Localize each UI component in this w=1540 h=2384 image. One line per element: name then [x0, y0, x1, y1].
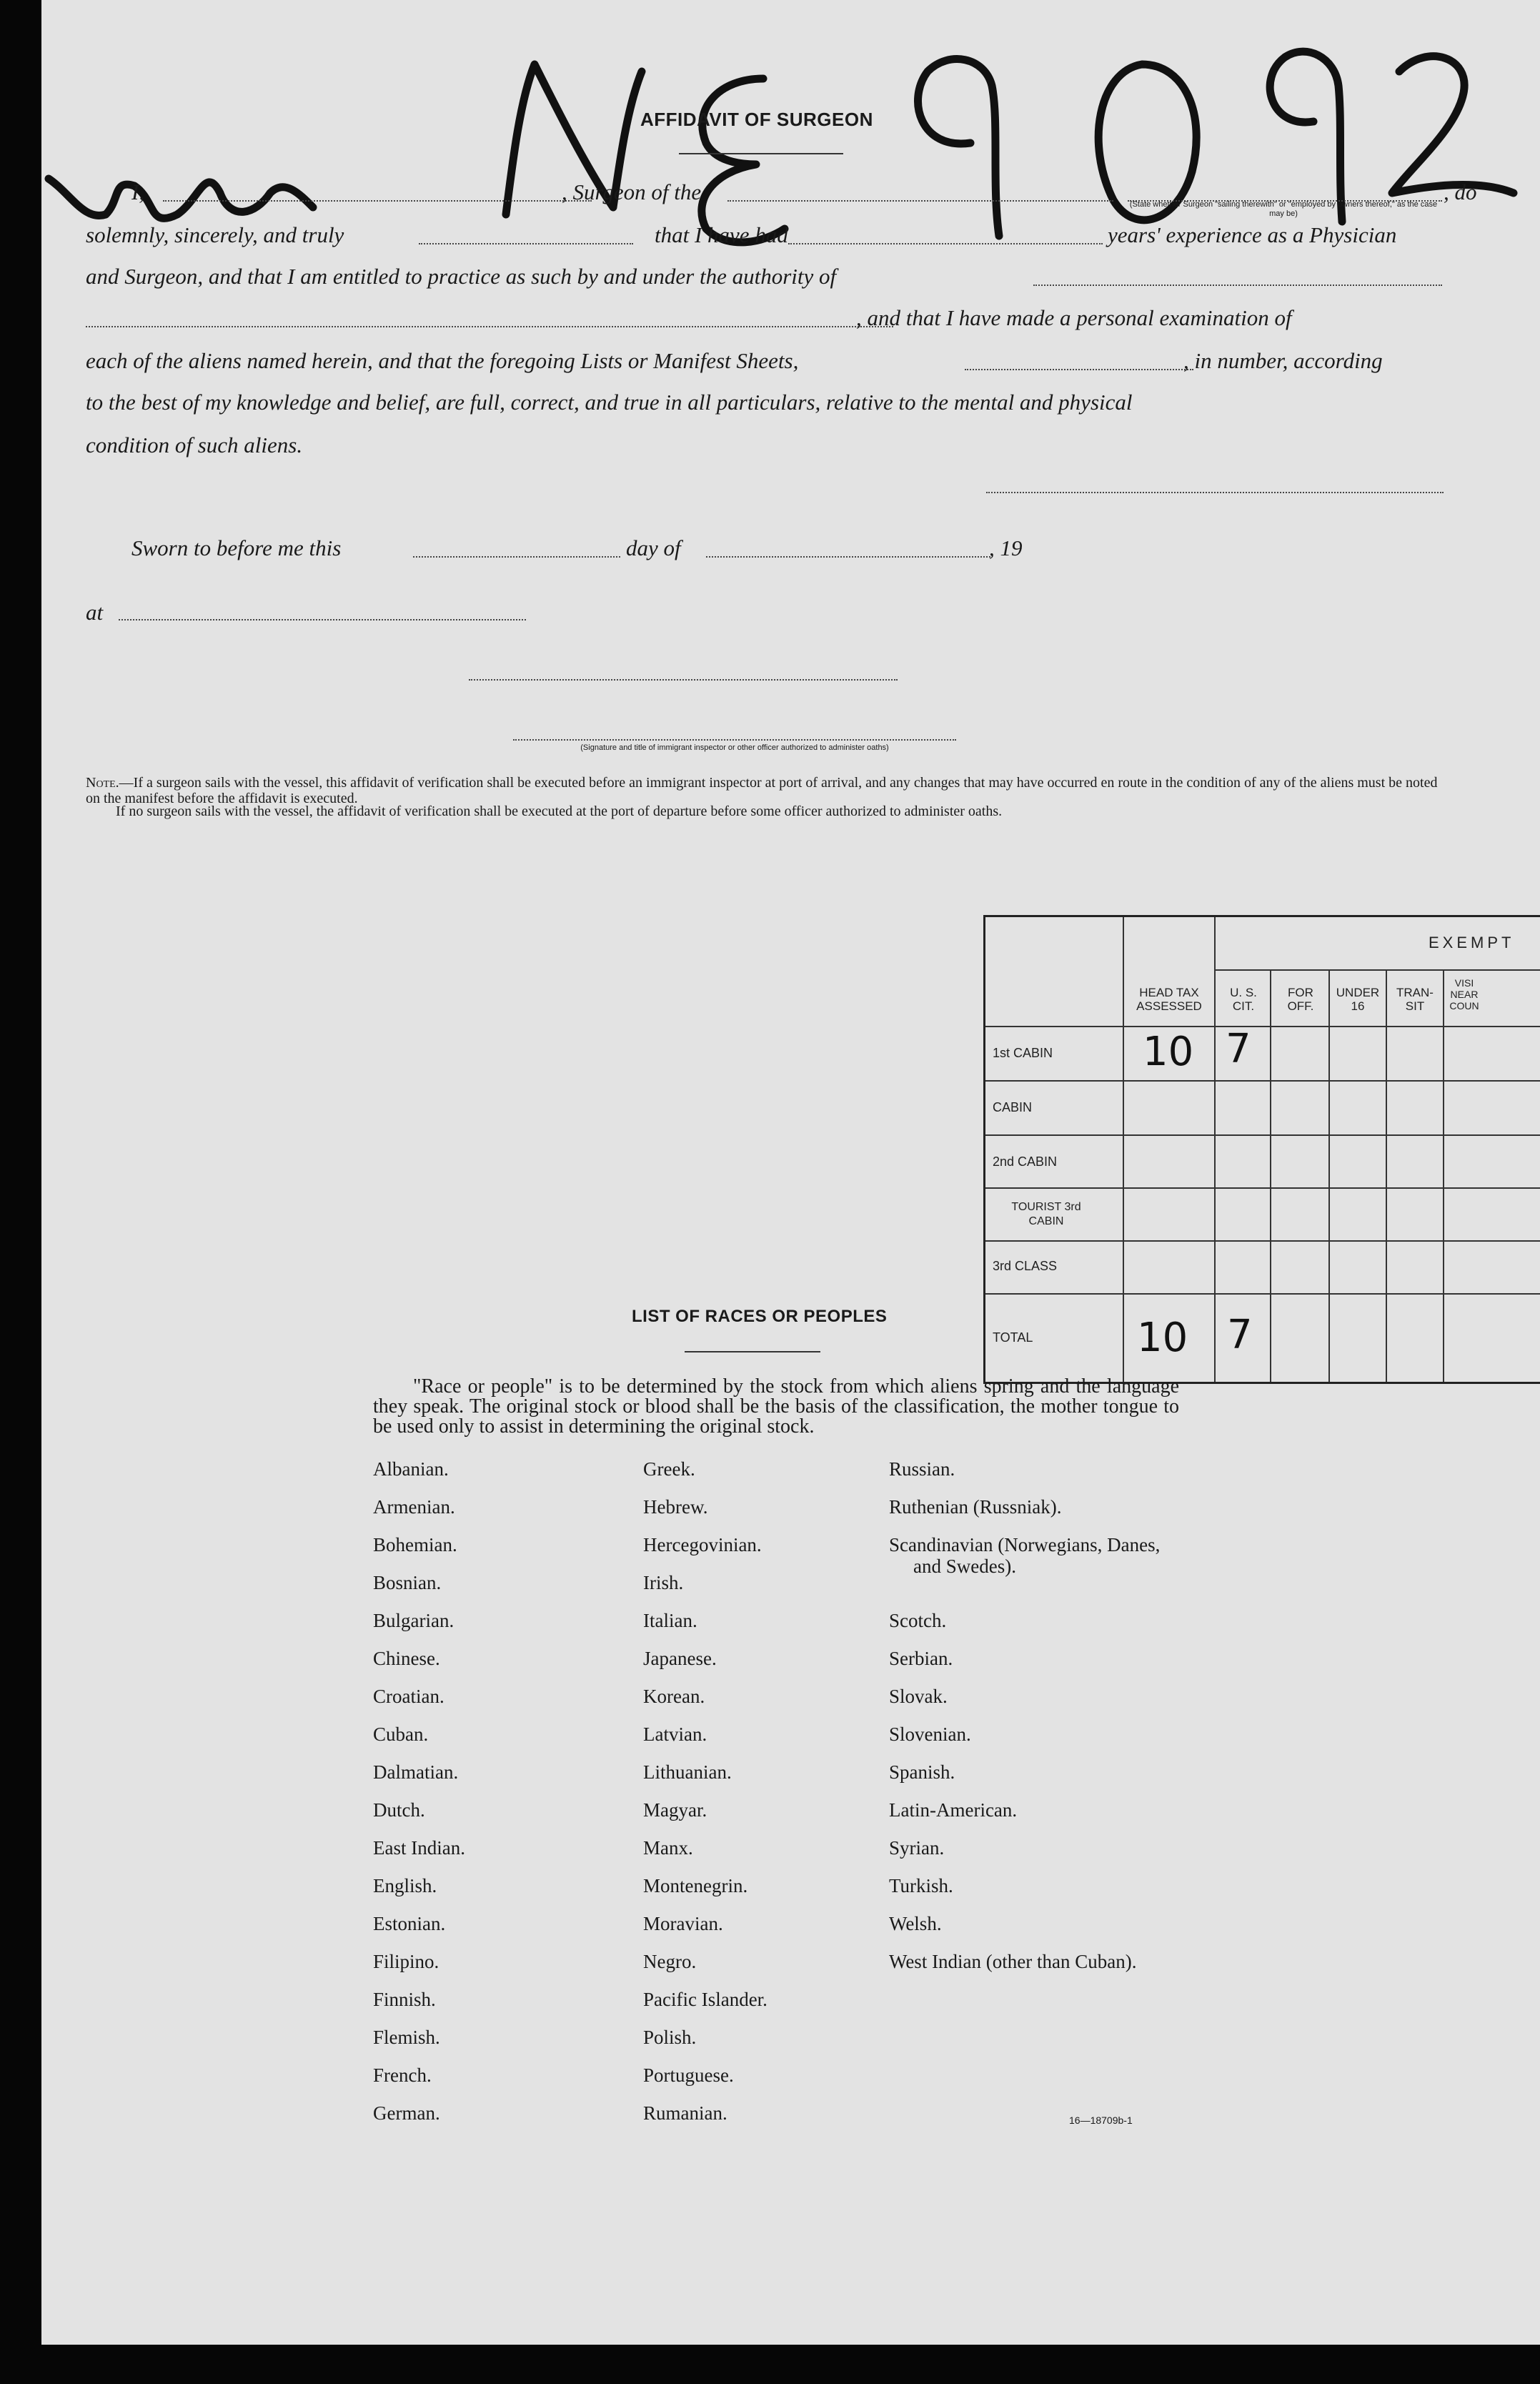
col-us-cit: U. S. CIT. — [1230, 986, 1257, 1013]
race-item: Ruthenian (Russniak). — [889, 1496, 1062, 1518]
sworn-day-field[interactable] — [413, 556, 620, 558]
race-item: Latin-American. — [889, 1799, 1018, 1821]
sworn-month-field[interactable] — [706, 556, 990, 558]
race-item: French. — [373, 2064, 432, 2086]
race-item: Greek. — [643, 1458, 695, 1480]
col-transit: TRAN- SIT — [1396, 986, 1434, 1013]
race-item: Scotch. — [889, 1610, 947, 1631]
race-item: Hebrew. — [643, 1496, 708, 1518]
sworn-before-label: Sworn to before me this — [131, 535, 342, 560]
col-under-16: UNDER 16 — [1336, 986, 1380, 1013]
affidavit-line2-b: that I have had — [655, 222, 788, 247]
place-field[interactable] — [119, 619, 526, 620]
race-item: Filipino. — [373, 1951, 439, 1972]
row-cabin: CABIN — [993, 1100, 1033, 1114]
race-item: Slovenian. — [889, 1723, 971, 1745]
row-2nd-cabin: 2nd CABIN — [993, 1154, 1058, 1169]
race-item: Irish. — [643, 1572, 684, 1593]
races-title: LIST OF RACES OR PEOPLES — [632, 1307, 888, 1326]
race-item: Italian. — [643, 1610, 697, 1631]
affidavit-note-2: If no surgeon sails with the vessel, the affidavit of verification shall be executed at the port of departure before some officer authorized to administer oaths. — [116, 803, 1003, 819]
affidavit-note-1 — [86, 775, 1449, 806]
us-cit-total: 7 — [1227, 1312, 1253, 1358]
race-item: Cuban. — [373, 1723, 429, 1745]
race-item: Portuguese. — [643, 2064, 734, 2086]
affidavit-line5-b: , in number, according — [1183, 348, 1383, 373]
document-page — [41, 0, 1540, 2345]
authority-field[interactable] — [1033, 285, 1442, 286]
form-number: 16—18709b-1 — [1069, 2115, 1133, 2126]
affidavit-line2-c: years' experience as a Physician — [1108, 222, 1397, 247]
note-text-1: —If a surgeon sails with the vessel, this affidavit of verification shall be executed before an immigrant inspector at port of arrival, and any changes that may have occurred en route in the condition of any of the aliens must be noted on the manifest before the affidavit is executed. — [86, 775, 1438, 806]
race-item: Pacific Islander. — [643, 1989, 767, 2010]
exempt-group-header: EXEMPT — [1429, 934, 1515, 951]
us-cit-1st-cabin: 7 — [1226, 1026, 1251, 1072]
race-item: Japanese. — [643, 1648, 717, 1669]
race-item: Scandinavian (Norwegians, Danes, and Swedes). — [889, 1534, 1161, 1577]
year-prefix: , 19 — [989, 535, 1023, 560]
head-tax-1st-cabin: 10 — [1143, 1029, 1194, 1075]
affidavit-line2-a: solemnly, sincerely, and truly — [86, 222, 344, 247]
race-item: Polish. — [643, 2027, 697, 2048]
race-item: Hercegovinian. — [643, 1534, 762, 1555]
race-item: Spanish. — [889, 1761, 955, 1783]
race-item: Syrian. — [889, 1837, 945, 1859]
note-label: Note. — [86, 775, 119, 791]
race-item: Welsh. — [889, 1913, 942, 1934]
race-item: Latvian. — [643, 1723, 707, 1745]
race-item: Serbian. — [889, 1648, 953, 1669]
race-item: East Indian. — [373, 1837, 465, 1859]
affidavit-line7: condition of such aliens. — [86, 432, 303, 457]
race-item: Dutch. — [373, 1799, 425, 1821]
affidavit-line1-surgeon-of: , Surgeon of the — [562, 179, 702, 204]
race-item: English. — [373, 1875, 437, 1896]
head-tax-table — [983, 915, 1540, 1384]
col-for-off: FOR OFF. — [1287, 986, 1314, 1013]
race-item: West Indian (other than Cuban). — [889, 1951, 1137, 1972]
race-item: Rumanian. — [643, 2102, 727, 2124]
race-item: Magyar. — [643, 1799, 707, 1821]
vessel-name-field[interactable] — [727, 200, 1113, 202]
race-item: Finnish. — [373, 1989, 436, 2010]
race-item: Bohemian. — [373, 1534, 457, 1555]
surgeon-name-field[interactable] — [163, 200, 592, 202]
affidavit-line6: to the best of my knowledge and belief, are full, correct, and true in all particulars, relative to the mental and physical — [86, 390, 1133, 415]
race-item: Bosnian. — [373, 1572, 442, 1593]
head-tax-total: 10 — [1137, 1315, 1188, 1361]
col-head-tax: HEAD TAX ASSESSED — [1136, 986, 1202, 1013]
col-visiting: VISI NEAR COUN — [1449, 977, 1479, 1012]
race-item: Russian. — [889, 1458, 955, 1480]
affidavit-line3: and Surgeon, and that I am entitled to practice as such by and under the authority of — [86, 264, 837, 289]
row-3rd-class: 3rd CLASS — [993, 1259, 1058, 1273]
race-item: Dalmatian. — [373, 1761, 459, 1783]
row-1st-cabin: 1st CABIN — [993, 1046, 1053, 1060]
row-tourist-3rd-cabin: TOURIST 3rd CABIN — [1011, 1201, 1081, 1227]
race-item: Lithuanian. — [643, 1761, 732, 1783]
race-item: German. — [373, 2102, 440, 2124]
at-label: at — [86, 600, 104, 625]
race-item: Slovak. — [889, 1686, 948, 1707]
race-item: Turkish. — [889, 1875, 953, 1896]
race-item: Croatian. — [373, 1686, 444, 1707]
race-item: Albanian. — [373, 1458, 449, 1480]
race-item: Bulgarian. — [373, 1610, 454, 1631]
race-item: Moravian. — [643, 1913, 723, 1934]
races-title-underline — [685, 1351, 820, 1352]
race-item: Manx. — [643, 1837, 693, 1859]
affidavit-line1-i: I, — [131, 179, 145, 204]
affidavit-line1-do: , do — [1444, 179, 1477, 204]
races-intro: "Race or people" is to be determined by the stock from which aliens spring and the language they speak. The original stock or blood shall be the basis of the classification, the mother tongue to be used only to assist in determining the original stock. — [373, 1375, 1179, 1438]
swear-field[interactable] — [419, 243, 633, 244]
race-item: Montenegrin. — [643, 1875, 748, 1896]
race-item: Chinese. — [373, 1648, 440, 1669]
officer-signature-line[interactable] — [469, 679, 898, 681]
state-note: (State whether Surgeon "sailing therewith" or "employed by owners thereof," as the case may be) — [1129, 200, 1438, 218]
day-of-label: day of — [626, 535, 681, 560]
race-item: Korean. — [643, 1686, 705, 1707]
sheets-count-field[interactable] — [965, 369, 1193, 370]
race-item: Negro. — [643, 1951, 697, 1972]
officer-title-line[interactable] — [513, 739, 956, 741]
title-underline — [679, 153, 843, 154]
row-total: TOTAL — [993, 1330, 1033, 1345]
affidavit-line4: , and that I have made a personal examination of — [856, 305, 1292, 330]
affidavit-line5-a: each of the aliens named herein, and that the foregoing Lists or Manifest Sheets, — [86, 348, 799, 373]
race-item: Armenian. — [373, 1496, 455, 1518]
surgeon-signature-line[interactable] — [986, 492, 1444, 493]
authority-field-continued[interactable] — [86, 326, 893, 327]
years-experience-field[interactable] — [788, 243, 1103, 244]
page-title: AFFIDAVIT OF SURGEON — [640, 109, 873, 130]
race-item: Estonian. — [373, 1913, 446, 1934]
race-item: Flemish. — [373, 2027, 440, 2048]
signature-caption: (Signature and title of immigrant inspector or other officer authorized to administer oaths) — [580, 743, 889, 752]
